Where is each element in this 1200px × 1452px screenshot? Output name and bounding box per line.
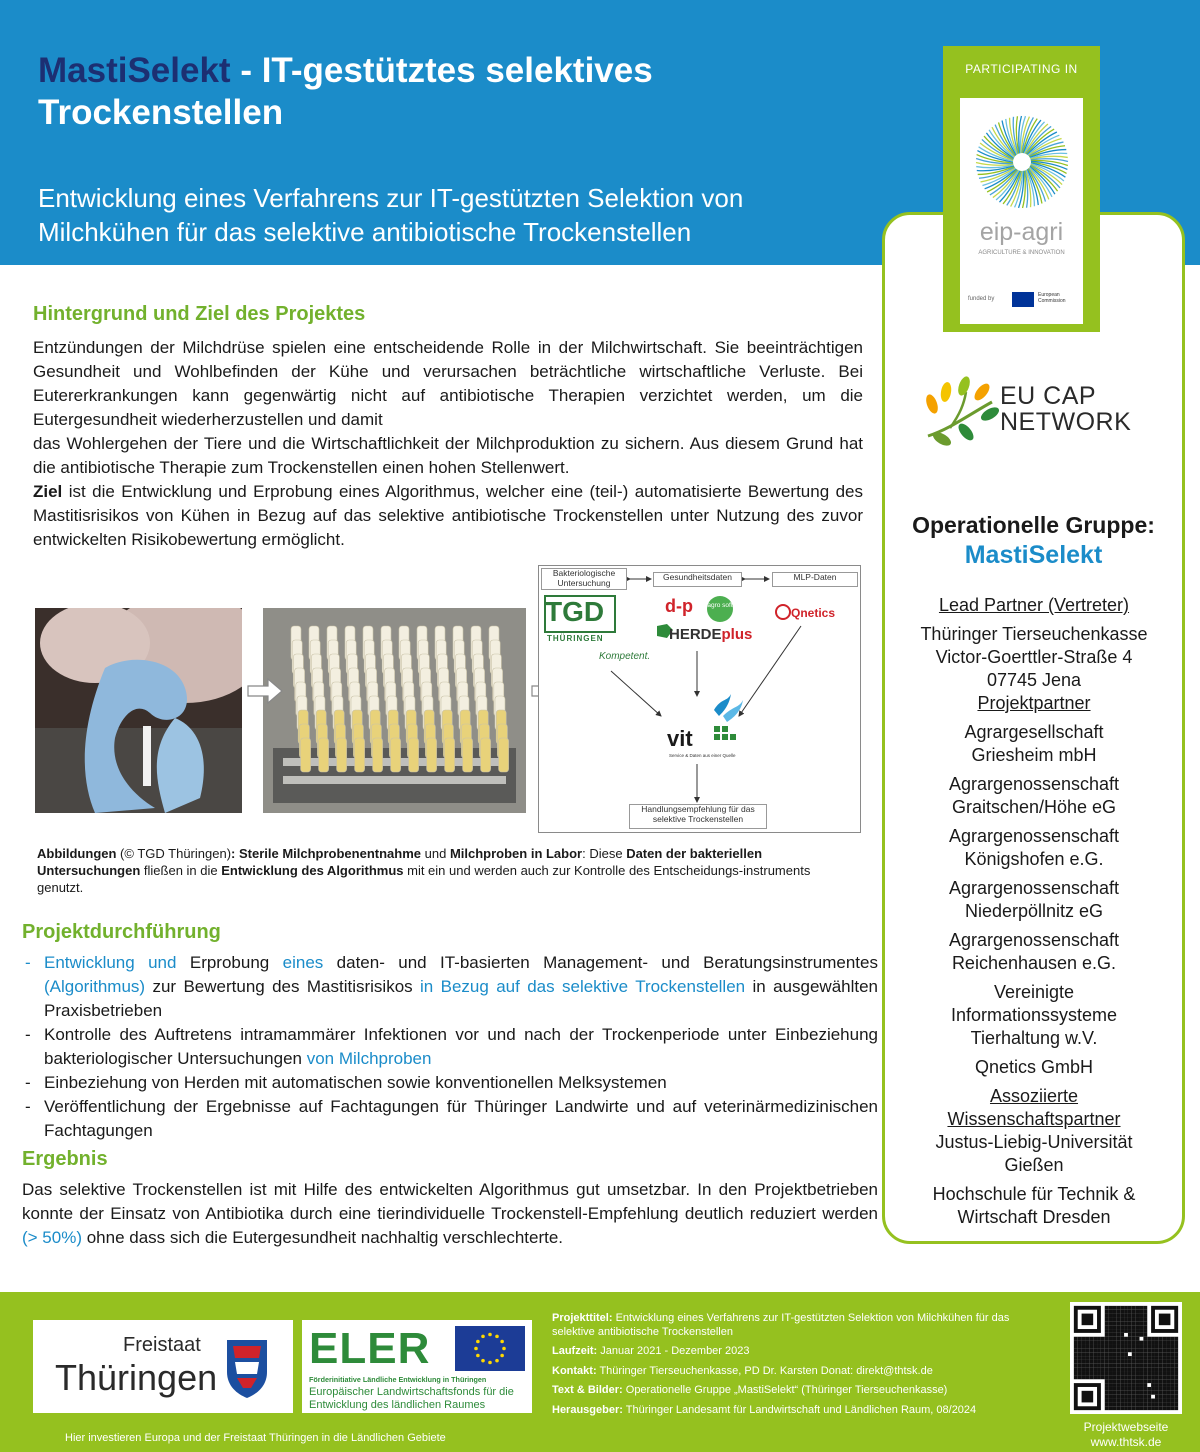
info-value: Thüringer Landesamt für Landwirtschaft und Ländlichen Raum, 08/2024 bbox=[622, 1403, 977, 1416]
caption-part: fließen in die bbox=[140, 863, 222, 878]
list-text: Einbeziehung von Herden mit automatischen sowie konventionellen Melksystemen bbox=[44, 1073, 667, 1092]
eip-agri-tagline: AGRICULTURE & INNOVATION bbox=[978, 250, 1065, 256]
list-text: Erprobung bbox=[176, 953, 283, 972]
partner-line: Niederpöllnitz eG bbox=[964, 901, 1104, 921]
qr-label-url: www.thtsk.de bbox=[1090, 1435, 1162, 1449]
lead-partner-heading: Lead Partner (Vertreter) bbox=[938, 595, 1130, 615]
qr-label-line: Projektwebseite bbox=[1083, 1420, 1169, 1434]
partner-item bbox=[888, 929, 1180, 975]
eu-flag-icon bbox=[455, 1326, 525, 1371]
partner-item bbox=[888, 1056, 1180, 1079]
info-value: Entwicklung eines Verfahrens zur IT-gestützten Selektion von Milchkühen für das selektive antibiotische Trockenstellen bbox=[552, 1312, 1010, 1338]
info-key: Kontakt: bbox=[552, 1364, 597, 1377]
list-text: eines bbox=[282, 953, 324, 972]
assoc-line: Wirtschaft Dresden bbox=[957, 1207, 1111, 1227]
tgd-slogan: Kompetent. bbox=[599, 651, 651, 662]
partner-line: Agrargenossenschaft bbox=[948, 878, 1120, 898]
assoc-heading-line: Wissenschaftspartner bbox=[947, 1109, 1121, 1129]
project-info bbox=[552, 1312, 1052, 1423]
qr-code-icon[interactable] bbox=[1070, 1302, 1182, 1414]
partner-line: Königshofen e.G. bbox=[964, 849, 1104, 869]
assoc-line: Gießen bbox=[1004, 1155, 1064, 1175]
result-part: Das selektive Trockenstellen ist mit Hilfe des entwickelten Algorithmus gut umsetzbar. In den Projektbetrieben konnte der Einsatz von Antibiotika durch eine tierindividuelle Trockenstell-Empfehlung deutlich reduziert werden bbox=[22, 1180, 878, 1223]
background-heading: Hintergrund und Ziel des Projektes bbox=[33, 303, 366, 325]
lead-partner-line: Victor-Goerttler-Straße 4 bbox=[935, 647, 1133, 667]
partner-item bbox=[888, 825, 1180, 871]
project-partners-heading: Projektpartner bbox=[977, 693, 1091, 713]
background-paragraph: das Wohlergehen der Tiere und die Wirtschaftlichkeit der Milchproduktion zu sichern. Aus diesem Grund hat die antibiotische Therapie zum Trockenstellen einen hohen Stellenwert. bbox=[33, 434, 863, 477]
list-text: Kontrolle des Auftretens intramammärer Infektionen vor und nach der Trockenperiode unter Einbeziehung bakteriologischer Untersuchungen bbox=[44, 1025, 878, 1068]
list-text: von Milchproben bbox=[306, 1049, 432, 1068]
info-value: Thüringer Tierseuchenkasse, PD Dr. Karsten Donat: direkt@thtsk.de bbox=[596, 1364, 933, 1377]
tgd-logo: TGD bbox=[545, 596, 605, 627]
info-row bbox=[552, 1312, 1052, 1339]
flow-box-mlp-data: MLP-Daten bbox=[772, 572, 858, 587]
info-key: Text & Bilder: bbox=[552, 1384, 623, 1396]
caption-part: (© TGD Thüringen) bbox=[116, 846, 232, 861]
partner-line: Agrargesellschaft bbox=[964, 722, 1104, 742]
partner-line: Agrargenossenschaft bbox=[948, 930, 1120, 950]
info-key: Herausgeber: bbox=[552, 1403, 623, 1416]
caption-part: Abbildungen bbox=[37, 846, 117, 861]
eip-sunburst-icon bbox=[972, 112, 1072, 212]
partner-item bbox=[888, 773, 1180, 819]
list-text: in ausgewählten Praxisbetrieben bbox=[44, 977, 879, 1020]
implementation-heading: Projektdurchführung bbox=[22, 921, 221, 943]
assoc-line: Justus-Liebig-Universität bbox=[935, 1132, 1133, 1152]
goal-text: ist die Entwicklung und Erprobung eines Algorithmus, welcher eine (teil-) automatisierte Bewertung des Mastitisrisikos von Kühen in Bezug auf das selektive antibiotische Trockenstellen unter Nutzung des zuvor entwickelten Risikobewertung ermöglicht. bbox=[33, 482, 863, 549]
info-key: Laufzeit: bbox=[552, 1345, 598, 1357]
milk-sampling-photo bbox=[35, 608, 242, 813]
result-part: (> 50%) bbox=[22, 1228, 82, 1247]
tgd-logo-subtitle: THÜRINGEN bbox=[547, 634, 604, 643]
eu-flag-icon bbox=[1012, 292, 1034, 307]
herde-plus-word: plus bbox=[721, 626, 753, 643]
caption-part: und bbox=[421, 846, 450, 861]
partner-line: Griesheim mbH bbox=[971, 745, 1097, 765]
eler-logo bbox=[302, 1320, 532, 1413]
thueringen-crest-icon bbox=[223, 1336, 271, 1400]
caption-part: Entwicklung des Algorithmus bbox=[221, 863, 404, 878]
list-text: Veröffentlichung der Ergebnisse auf Fachtagungen für Thüringer Landwirte und auf veterinärmedizinischen Fachtagungen bbox=[44, 1097, 878, 1140]
info-key: Projekttitel: bbox=[552, 1312, 613, 1324]
european-commission-label: European Commission bbox=[1038, 292, 1066, 304]
thueringen-name: Thüringen bbox=[55, 1357, 218, 1398]
data-flow-diagram bbox=[538, 565, 861, 833]
list-item bbox=[22, 951, 878, 1023]
funded-by-label: funded by bbox=[968, 296, 995, 302]
list-item bbox=[22, 1071, 878, 1095]
og-name: MastiSelekt bbox=[964, 541, 1103, 569]
eler-wordmark: ELER bbox=[309, 1324, 431, 1373]
page-subtitle: Entwicklung eines Verfahrens zur IT-gestützten Selektion von Milchkühen für das selektive antibiotische Trockenstellen bbox=[38, 183, 744, 247]
info-row bbox=[552, 1404, 1052, 1418]
partner-line: Agrargenossenschaft bbox=[948, 774, 1120, 794]
eu-cap-line1: EU CAP bbox=[1000, 382, 1097, 410]
info-value: Operationelle Gruppe „MastiSelekt“ (Thüringer Tierseuchenkasse) bbox=[622, 1384, 948, 1396]
assoc-partner-item bbox=[888, 1183, 1180, 1229]
herde-word: HERDE bbox=[669, 626, 722, 643]
info-row bbox=[552, 1345, 1052, 1359]
caption-part: : Sterile Milchprobenentnahme bbox=[231, 846, 422, 861]
lab-milk-samples-photo bbox=[263, 608, 526, 813]
eip-participating-label: PARTICIPATING IN bbox=[965, 62, 1078, 76]
eip-agri-wordmark: eip-agri bbox=[979, 218, 1064, 246]
og-title: Operationelle Gruppe: bbox=[912, 512, 1155, 538]
dp-logo: d-p bbox=[665, 596, 693, 616]
implementation-list bbox=[22, 951, 878, 1143]
assoc-heading-line: Assoziierte bbox=[989, 1086, 1079, 1106]
partner-item bbox=[888, 981, 1180, 1050]
list-text: daten- und IT-basierten Management- und Beratungsinstrumentes bbox=[323, 953, 878, 972]
herdeplus-logo bbox=[669, 626, 752, 643]
result-text bbox=[22, 1178, 878, 1250]
list-item bbox=[22, 1023, 878, 1071]
associated-partners-heading bbox=[888, 1085, 1180, 1131]
goal-paragraph bbox=[33, 480, 863, 552]
flow-box-health-data: Gesundheitsdaten bbox=[653, 572, 742, 587]
project-website-link[interactable] bbox=[1058, 1420, 1194, 1450]
flow-box-recommendation: Handlungsempfehlung für das selektive Trockenstellen bbox=[629, 804, 767, 829]
lead-partner-line: 07745 Jena bbox=[986, 670, 1082, 690]
list-item bbox=[22, 1095, 878, 1143]
partner-line: Tierhaltung w.V. bbox=[970, 1028, 1098, 1048]
background-paragraph: Entzündungen der Milchdrüse spielen eine entscheidende Rolle in der Milchwirtschaft. Sie beeinträchtigen Gesundheit und Wohlbefinden der Kühe und verursachen beträchtliche wirtschaftliche Verluste. Bei Eutererkrankungen kann gegenwärtig nicht auf antibiotische Therapien verzichtet werden, um die Eutergesundheit wiederherzustellen und damit bbox=[33, 338, 863, 429]
partner-line: Reichenhausen e.G. bbox=[951, 953, 1117, 973]
info-row bbox=[552, 1365, 1052, 1379]
assoc-partner-item bbox=[888, 1131, 1180, 1177]
partner-line: Agrargenossenschaft bbox=[948, 826, 1120, 846]
figure-caption bbox=[37, 845, 837, 896]
list-text: Entwicklung und bbox=[44, 953, 177, 972]
caption-part: mit ein und werden auch zur Kontrolle des Entscheidungs-instruments genutzt. bbox=[37, 863, 811, 895]
partner-line: Informationssysteme bbox=[950, 1005, 1118, 1025]
info-value: Januar 2021 - Dezember 2023 bbox=[597, 1345, 750, 1357]
caption-part: Daten der bakteriellen Untersuchungen bbox=[37, 846, 763, 878]
lead-partner-line: Thüringer Tierseuchenkasse bbox=[920, 624, 1148, 644]
info-row bbox=[552, 1384, 1052, 1398]
list-text: (Algorithmus) bbox=[44, 977, 146, 996]
partner-list bbox=[888, 594, 1180, 1229]
caption-part: Milchproben in Labor bbox=[449, 846, 583, 861]
assoc-line: Hochschule für Technik & bbox=[932, 1184, 1136, 1204]
flow-arrow-icon bbox=[246, 676, 284, 706]
vit-logo: vit bbox=[667, 726, 693, 751]
result-part: ohne dass sich die Eutergesundheit nachhaltig verschlechterte. bbox=[82, 1228, 564, 1247]
partner-item bbox=[888, 877, 1180, 923]
thueringen-freistaat-label: Freistaat bbox=[123, 1334, 201, 1356]
partner-line: Graitschen/Höhe eG bbox=[951, 797, 1117, 817]
partner-line: Qnetics GmbH bbox=[974, 1057, 1094, 1077]
freistaat-thueringen-logo bbox=[33, 1320, 293, 1413]
eip-agri-logo-panel bbox=[960, 98, 1083, 324]
footer-slogan: Hier investieren Europa und der Freistaat Thüringen in die Ländlichen Gebiete bbox=[65, 1432, 446, 1444]
eip-agri-badge bbox=[943, 46, 1100, 332]
list-text: in Bezug auf das selektive Trockenstellen bbox=[420, 977, 746, 996]
goal-label: Ziel bbox=[33, 482, 63, 501]
list-text: zur Bewertung des Mastitisrisikos bbox=[145, 977, 421, 996]
page-title bbox=[38, 50, 858, 134]
title-brand: MastiSelekt bbox=[38, 51, 231, 90]
qnetics-logo: Qnetics bbox=[791, 606, 836, 620]
eu-cap-network-logo bbox=[1000, 383, 1131, 436]
eler-initiative-line: Förderinitiative Ländliche Entwicklung in Thüringen bbox=[309, 1375, 487, 1384]
eler-fund-line: Europäischer Landwirtschaftsfonds für die Entwicklung des ländlichen Raumes bbox=[309, 1386, 514, 1411]
caption-part: : Diese bbox=[582, 846, 627, 861]
footer bbox=[0, 1292, 1200, 1452]
title-rest: - IT-gestütztes selektives Trockenstellen bbox=[38, 51, 653, 132]
partner-item bbox=[888, 721, 1180, 767]
vit-tagline: Service & Daten aus einer Quelle bbox=[669, 753, 736, 758]
result-heading: Ergebnis bbox=[22, 1148, 108, 1170]
agrosoft-logo: agro soft bbox=[707, 596, 733, 622]
eu-cap-line2: NETWORK bbox=[1000, 408, 1132, 437]
flow-box-bacteriology: Bakteriologische Untersuchung bbox=[541, 568, 627, 590]
partner-line: Vereinigte bbox=[993, 982, 1075, 1002]
background-text bbox=[33, 336, 863, 552]
